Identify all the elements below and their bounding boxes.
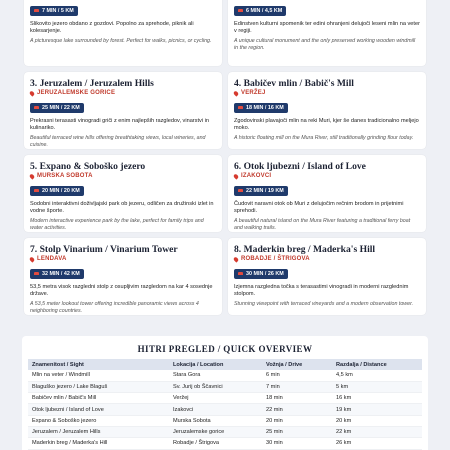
description-en: A beautiful natural island on the Mura River featuring a traditional ferry boat and walking trails. bbox=[234, 218, 411, 231]
table-cell: Babičev mlin / Babič's Mill bbox=[28, 393, 169, 404]
column-header: Vožnja / Drive bbox=[262, 359, 332, 370]
map-pin-icon bbox=[233, 173, 239, 179]
quick-overview bbox=[22, 336, 428, 450]
map-pin-icon bbox=[29, 173, 35, 179]
description-en: Beautiful terraced wine hills offering breathtaking views, local wineries, and cuisine. bbox=[30, 135, 206, 148]
drive-badge: 18 MIN / 16 KM bbox=[234, 103, 288, 113]
table-cell: Sv. Jurij ob Ščavnici bbox=[169, 381, 262, 392]
drive-badge: 25 MIN / 22 KM bbox=[30, 103, 84, 113]
table-row bbox=[28, 438, 422, 449]
table-cell: 20 min bbox=[262, 415, 332, 426]
sight-title: 4. Babičev mlin / Babič's Mill bbox=[234, 78, 354, 89]
description-en: A picturesque lake surrounded by forest. Perfect for walks, picnics, or cycling. bbox=[30, 38, 212, 44]
car-icon bbox=[34, 9, 39, 12]
table-row bbox=[28, 370, 422, 381]
table-cell: Jeruzalem / Jeruzalem Hills bbox=[28, 426, 169, 437]
table-cell: Expano & Soboško jezero bbox=[28, 415, 169, 426]
table-cell: Stara Gora bbox=[169, 370, 262, 381]
car-icon bbox=[238, 272, 243, 275]
map-pin-icon bbox=[233, 90, 239, 96]
overview-table bbox=[28, 359, 422, 450]
description-en: A historic floating mill on the Mura River, still traditionally grinding flour today. bbox=[234, 135, 414, 141]
table-header-row bbox=[28, 359, 422, 370]
car-icon bbox=[34, 189, 39, 192]
table-cell: Otok ljubezni / Island of Love bbox=[28, 404, 169, 415]
map-pin-icon bbox=[29, 90, 35, 96]
drive-badge: 20 MIN / 20 KM bbox=[30, 186, 84, 196]
sight-location: MURSKA SOBOTA bbox=[30, 173, 216, 179]
sight-location: JERUZALEMSKE GORICE bbox=[30, 90, 216, 96]
car-icon bbox=[238, 9, 243, 12]
table-cell: 18 min bbox=[262, 393, 332, 404]
description-en: Stunning viewpoint with terraced vineyards and a modern observation tower. bbox=[234, 301, 414, 307]
sight-card bbox=[24, 72, 222, 149]
table-cell: 5 km bbox=[332, 381, 422, 392]
sight-title: 3. Jeruzalem / Jeruzalem Hills bbox=[30, 78, 154, 89]
table-cell: 16 km bbox=[332, 393, 422, 404]
description-sl: Izjemna razgledna točka s terasastimi vinogradi in moderni razglednim stolpom. bbox=[234, 284, 409, 297]
sight-location: ROBADJE / ŠTRIGOVA bbox=[234, 256, 420, 262]
table-cell: 22 km bbox=[332, 426, 422, 437]
car-icon bbox=[34, 272, 39, 275]
table-cell: Veržej bbox=[169, 393, 262, 404]
description-sl: Sodobni interaktivni doživljajski park ob jezeru, odličen za družinski izlet in vodne športe. bbox=[30, 201, 214, 214]
sight-card bbox=[24, 155, 222, 232]
sight-title: 8. Maderkin breg / Maderka's Hill bbox=[234, 244, 376, 255]
car-icon bbox=[238, 106, 243, 109]
table-cell: 4,5 km bbox=[332, 370, 422, 381]
sight-location: VERŽEJ bbox=[234, 90, 420, 96]
sights-grid bbox=[24, 0, 426, 315]
table-row bbox=[28, 381, 422, 392]
sight-card bbox=[24, 0, 222, 66]
table-cell: 25 min bbox=[262, 426, 332, 437]
table-cell: 7 min bbox=[262, 381, 332, 392]
table-cell: Blaguško jezero / Lake Blaguš bbox=[28, 381, 169, 392]
drive-badge: 22 MIN / 19 KM bbox=[234, 186, 288, 196]
sight-card bbox=[24, 238, 222, 315]
sight-card bbox=[228, 155, 426, 232]
drive-badge: 32 MIN / 42 KM bbox=[30, 269, 84, 279]
column-header: Lokacija / Location bbox=[169, 359, 262, 370]
drive-badge: 6 MIN / 4,5 KM bbox=[234, 6, 286, 16]
map-pin-icon bbox=[233, 256, 239, 262]
table-cell: Maderkin breg / Maderka's Hill bbox=[28, 438, 169, 449]
car-icon bbox=[34, 106, 39, 109]
column-header: Razdalja / Distance bbox=[332, 359, 422, 370]
description-en: Modern interactive experience park by the lake, perfect for family trips and water activities. bbox=[30, 218, 204, 231]
table-cell: Murska Sobota bbox=[169, 415, 262, 426]
table-row bbox=[28, 415, 422, 426]
drive-badge: 7 MIN / 5 KM bbox=[30, 6, 78, 16]
table-cell: 26 km bbox=[332, 438, 422, 449]
table-cell: 30 min bbox=[262, 438, 332, 449]
table-cell: 6 min bbox=[262, 370, 332, 381]
table-row bbox=[28, 393, 422, 404]
description-sl: Čudovit naravni otok ob Muri z delujočim rečnim brodom in prijetnimi sprehodi. bbox=[234, 201, 404, 214]
sight-title: 7. Stolp Vinarium / Vinarium Tower bbox=[30, 244, 178, 255]
table-cell: Jeruzalemske gorice bbox=[169, 426, 262, 437]
description-sl: Zgodovinski plavajoči mlin na reki Muri, kjer še danes tradicionalno meljejo moko. bbox=[234, 118, 419, 131]
table-row bbox=[28, 404, 422, 415]
table-cell: 20 km bbox=[332, 415, 422, 426]
table-cell: 19 km bbox=[332, 404, 422, 415]
sight-card bbox=[228, 0, 426, 66]
column-header: Znamenitost / Sight bbox=[28, 359, 169, 370]
table-cell: 22 min bbox=[262, 404, 332, 415]
overview-title: HITRI PREGLED / QUICK OVERVIEW bbox=[137, 344, 313, 354]
description-sl: 53,5 metra visok razgledni stolp z osupljivim razgledom na kar 4 sosednje države. bbox=[30, 284, 213, 297]
map-pin-icon bbox=[29, 256, 35, 262]
description-sl: Slikovito jezero obdano z gozdovi. Popolno za sprehode, piknik ali kolesarjenje. bbox=[30, 21, 194, 34]
sight-card bbox=[228, 72, 426, 149]
description-sl: Edinstven kulturni spomenik ter edini ohranjeni delujoči leseni mlin na veter v regiji. bbox=[234, 21, 420, 34]
sight-location: LENDAVA bbox=[30, 256, 216, 262]
sight-location: IZAKOVCI bbox=[234, 173, 420, 179]
table-cell: Izakovci bbox=[169, 404, 262, 415]
description-sl: Prekrasni terasasti vinogradi griči z enim najlepših razgledov, vinarstvi in kulinariko. bbox=[30, 118, 209, 131]
sight-card bbox=[228, 238, 426, 315]
drive-badge: 30 MIN / 26 KM bbox=[234, 269, 288, 279]
table-cell: Robadje / Štrigova bbox=[169, 438, 262, 449]
description-en: A 53,5 meter lookout tower offering incredible panoramic views across 4 neighboring countries. bbox=[30, 301, 199, 314]
sight-title: 5. Expano & Soboško jezero bbox=[30, 161, 146, 172]
sight-title: 6. Otok ljubezni / Island of Love bbox=[234, 161, 366, 172]
table-row bbox=[28, 426, 422, 437]
description-en: A unique cultural monument and the only preserved working wooden windmill in the region. bbox=[234, 38, 416, 51]
car-icon bbox=[238, 189, 243, 192]
table-cell: Mlin na veter / Windmill bbox=[28, 370, 169, 381]
